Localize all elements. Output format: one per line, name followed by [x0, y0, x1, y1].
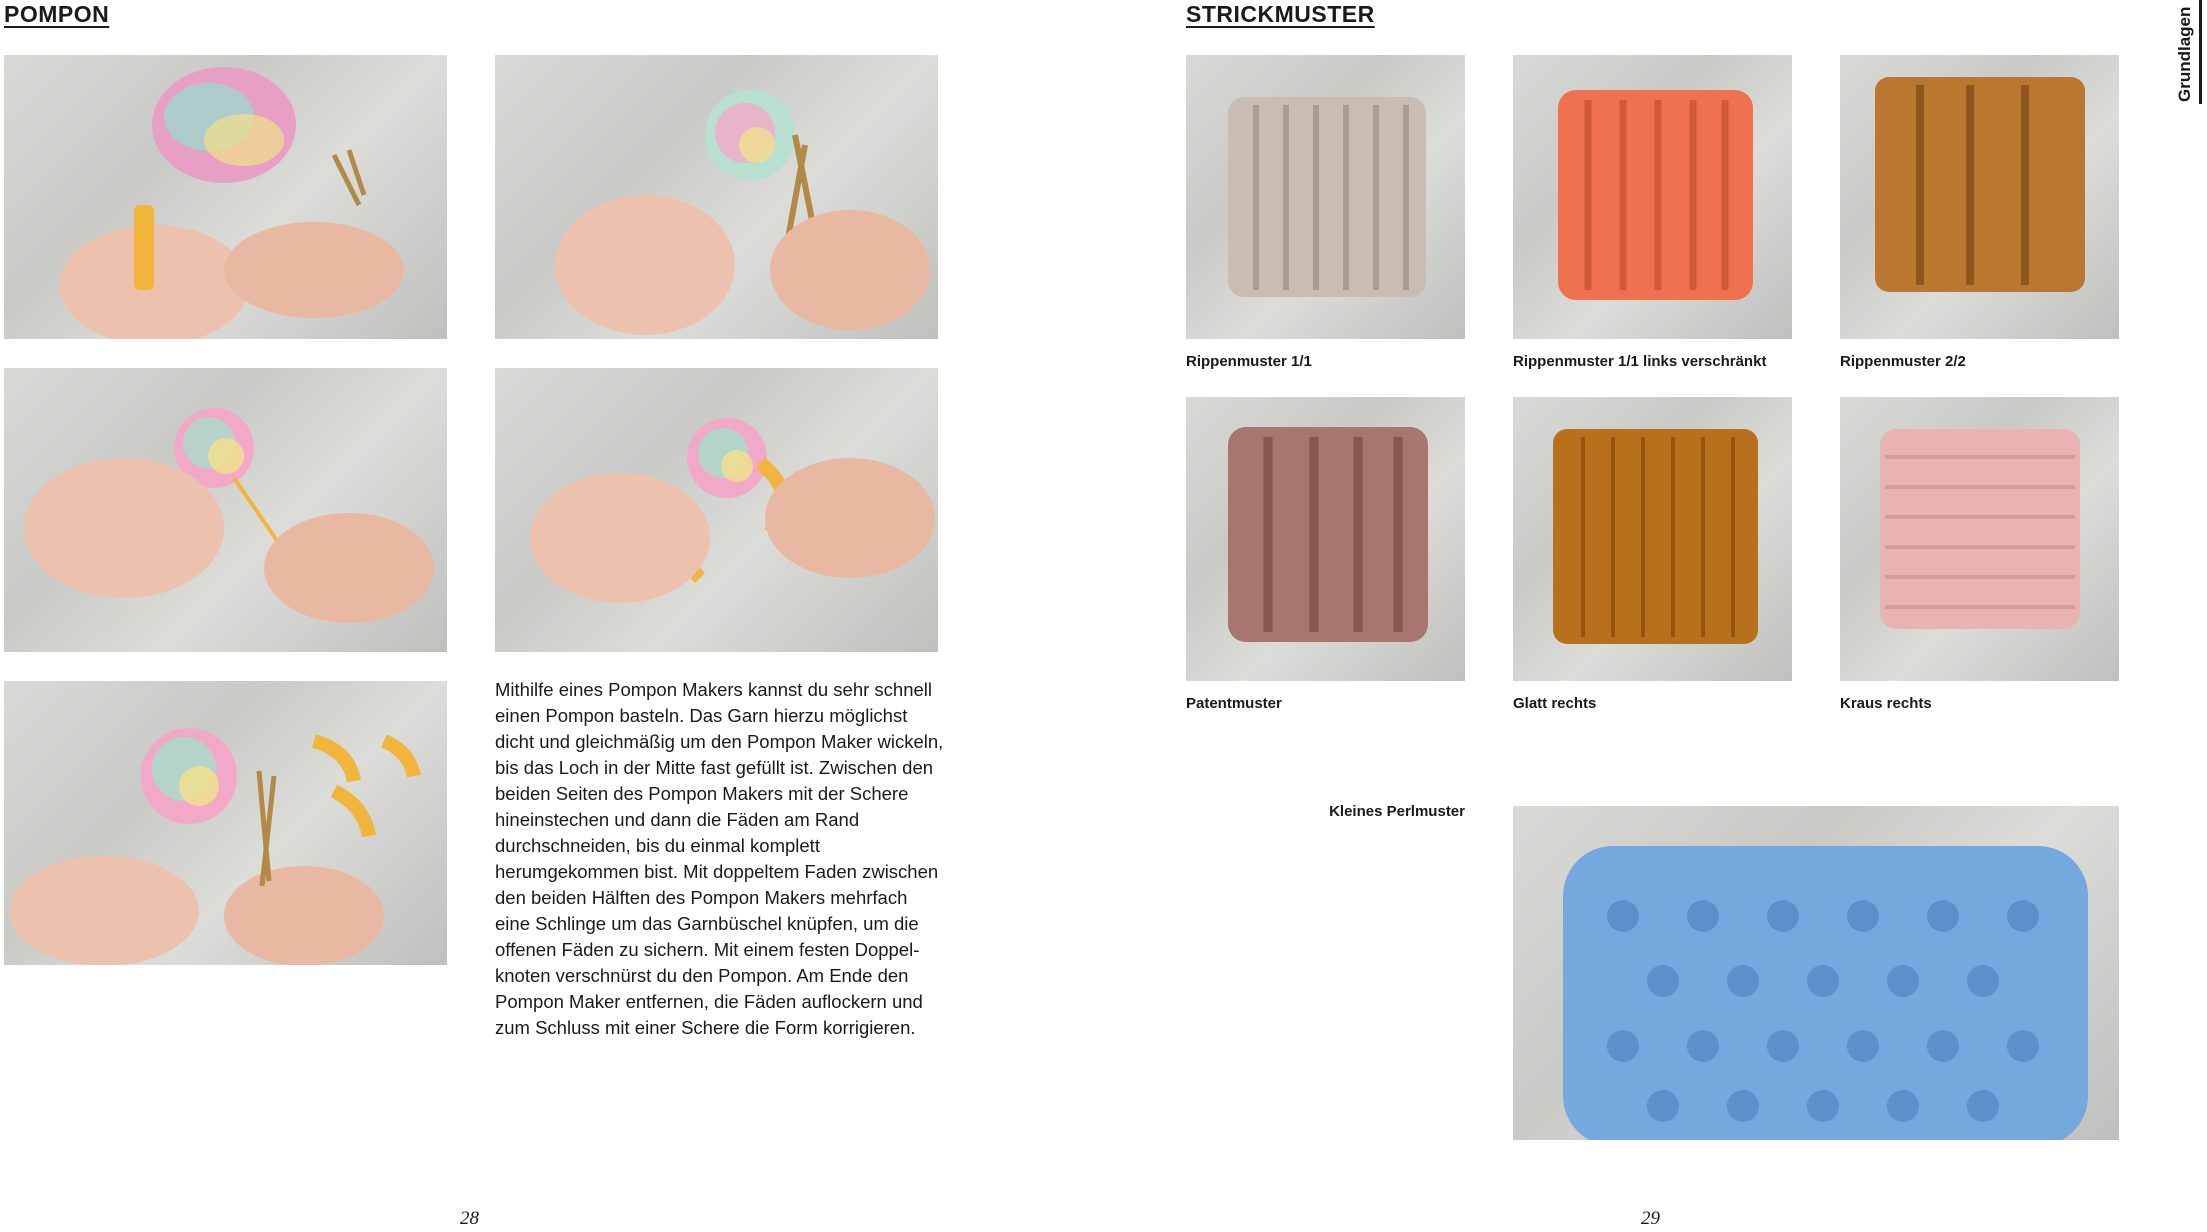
caption-kleines-perlmuster: Kleines Perlmuster — [1329, 803, 1465, 820]
page-number-right: 29 — [1641, 1208, 1660, 1229]
caption-glatt-rechts: Glatt rechts — [1513, 695, 1597, 712]
swatch-photo-glatt-rechts — [1513, 397, 1792, 681]
side-tab-rule — [2199, 0, 2202, 104]
pompon-step-photo-4 — [495, 368, 938, 652]
pompon-step-photo-3 — [4, 368, 447, 652]
caption-kraus-rechts: Kraus rechts — [1840, 695, 1932, 712]
caption-rippenmuster-2-2: Rippenmuster 2/2 — [1840, 353, 1966, 370]
swatch-photo-kleines-perlmuster — [1513, 806, 2119, 1140]
pompon-step-photo-1 — [4, 55, 447, 339]
swatch-photo-rippenmuster-links-verschraenkt — [1513, 55, 1792, 339]
section-side-tab: Grundlagen — [2175, 6, 2194, 102]
swatch-photo-kraus-rechts — [1840, 397, 2119, 681]
caption-rippenmuster-1-1: Rippenmuster 1/1 — [1186, 353, 1312, 370]
pompon-heading: POMPON — [4, 1, 110, 27]
pompon-step-photo-5 — [4, 681, 447, 965]
pompon-step-photo-2 — [495, 55, 938, 339]
swatch-photo-patentmuster — [1186, 397, 1465, 681]
pompon-instructions-text: Mithilfe eines Pompon Makers kannst du sehr schnell einen Pompon basteln. Das Garn hierzu möglichst dicht und gleichmäßig um den Pompon Maker wickeln, bis das Loch in der Mitte fast gefüllt ist. Zwischen den beiden Seiten des Pompon Makers mit der Schere hineinstechen und dann die Fäden am Rand durchschneiden, bis du einmal komplett herumgekommen bist. Mit doppeltem Faden zwischen den beiden Hälften des Pompon Makers mehrfach eine Schlinge um das Garnbüschel knüpfen, um die offenen Fäden zu sichern. Mit einem festen Doppel-knoten verschnürst du den Pompon. Am Ende den Pompon Maker entfernen, die Fäden auflockern und zum Schluss mit einer Schere die Form korrigieren. — [495, 679, 944, 1038]
swatch-photo-rippenmuster-2-2 — [1840, 55, 2119, 339]
caption-rippenmuster-links-verschraenkt: Rippenmuster 1/1 links verschränkt — [1513, 353, 1767, 370]
swatch-photo-rippenmuster-1-1 — [1186, 55, 1465, 339]
page-number-left: 28 — [460, 1208, 479, 1229]
strickmuster-heading: STRICKMUSTER — [1186, 1, 1375, 27]
caption-patentmuster: Patentmuster — [1186, 695, 1282, 712]
